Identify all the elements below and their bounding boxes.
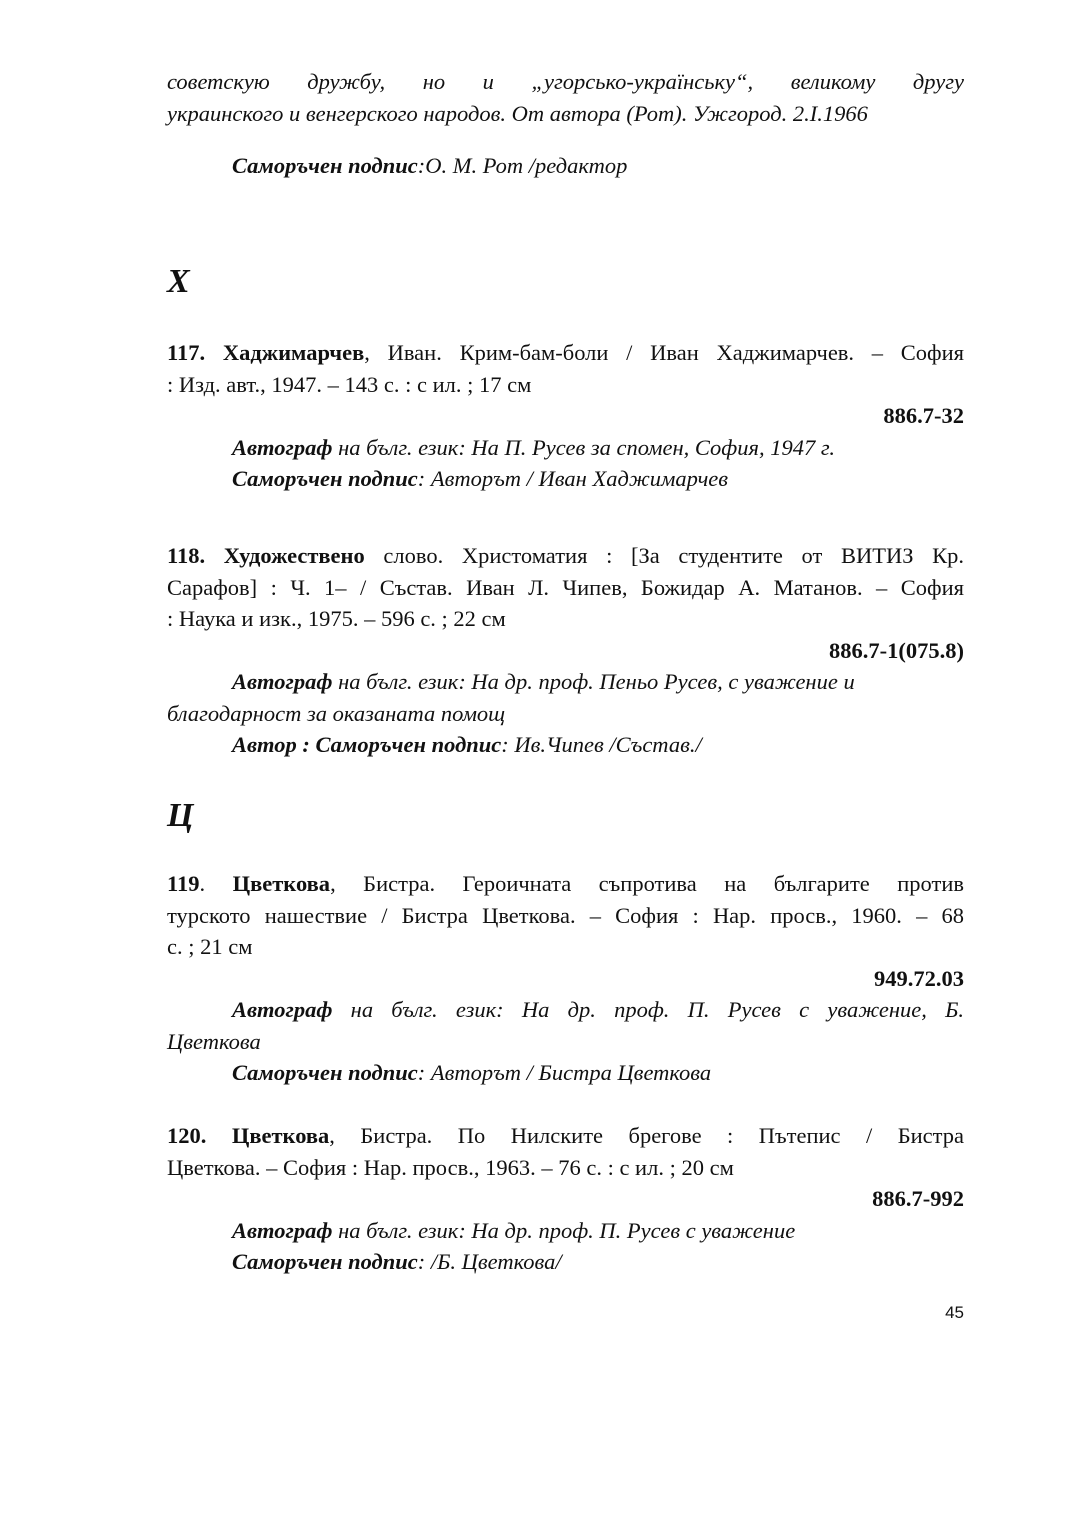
autograph-text-continued: благодарност за оказаната помощ bbox=[167, 700, 506, 726]
udc-code: 886.7-32 bbox=[883, 403, 964, 428]
signature-value: : Авторът / Иван Хаджимарчев bbox=[417, 466, 729, 491]
entry-title-line-2: Сарафов] : Ч. 1– / Състав. Иван Л. Чипев, Божидар А. Матанов. – София bbox=[167, 574, 964, 600]
entry-number: 119 bbox=[167, 871, 200, 896]
signature-label: Саморъчен подпис bbox=[232, 153, 418, 178]
udc-code: 949.72.03 bbox=[874, 965, 964, 991]
entry-title-line: , Иван. Крим-бам-боли / Иван Хаджимарчев. – София bbox=[364, 340, 964, 365]
entry-120 bbox=[167, 1120, 964, 1278]
signature-value: :О. М. Рот /редактор bbox=[417, 153, 628, 178]
signature-value: : /Б. Цветкова/ bbox=[417, 1249, 562, 1274]
autograph-label: Автограф bbox=[232, 997, 333, 1022]
intro-signature bbox=[167, 150, 1029, 182]
page-number: 45 bbox=[945, 1303, 964, 1322]
signature-value: : Ив.Чипев /Състав./ bbox=[501, 732, 702, 757]
entry-author: Хаджимарчев bbox=[222, 340, 365, 365]
entry-118 bbox=[167, 540, 964, 761]
entry-imprint-line-2: с. ; 21 см bbox=[167, 934, 253, 959]
entry-number: 120. bbox=[167, 1123, 207, 1148]
entry-imprint-line: : Изд. авт., 1947. – 143 с. : с ил. ; 17 см bbox=[167, 371, 532, 397]
autograph-label: Автограф bbox=[232, 669, 333, 694]
entry-119: 119. Цветкова, Бистра. Героичната съпротива на българите против турското нашествие / Бистра Цветкова. – София : Нар. просв., 1960. – 68 с. ; 21 см 949.72.03 Автограф на бълг. език: На др. проф. П. Русев с уважение, Б. Цветкова Саморъчен подпис: Авторът / Бистра Цветкова bbox=[167, 871, 964, 1085]
entry-title-line: слово. Христоматия : [За студентите от ВИТИЗ Кр. bbox=[364, 543, 964, 568]
section-heading-ts: Ц bbox=[167, 797, 194, 834]
signature-value: : Авторът / Бистра Цветкова bbox=[417, 1060, 712, 1085]
autograph-text: на бълг. език: На др. проф. П. Русев с уважение bbox=[332, 1217, 796, 1243]
udc-code: 886.7-992 bbox=[872, 1186, 964, 1211]
section-heading-h: Х bbox=[167, 263, 190, 300]
signature-label: Саморъчен подпис bbox=[232, 466, 418, 491]
entry-author: Цветкова bbox=[231, 1123, 330, 1148]
signature-label: Автор : Саморъчен подпис bbox=[232, 732, 502, 757]
intro-line-1: советскую дружбу, но и „угорсько-українську“, великому другу bbox=[167, 69, 964, 94]
entry-imprint-line: турското нашествие / Бистра Цветкова. – София : Нар. просв., 1960. – 68 bbox=[167, 902, 964, 928]
autograph-label: Автограф bbox=[232, 434, 333, 460]
autograph-text: на бълг. език: На др. проф. Пеньо Русев, с уважение и bbox=[332, 669, 855, 694]
entry-title-line: , Бистра. По Нилските брегове : Пътепис / Бистра bbox=[329, 1123, 965, 1148]
entry-author: Художествено bbox=[223, 543, 365, 568]
autograph-label: Автограф bbox=[232, 1217, 333, 1243]
entry-imprint-line: : Наука и изк., 1975. – 596 с. ; 22 см bbox=[167, 606, 506, 631]
intro-block bbox=[167, 66, 964, 129]
entry-number: 118. bbox=[167, 543, 206, 568]
entry-author: Цветкова bbox=[232, 871, 331, 896]
signature-label: Саморъчен подпис bbox=[232, 1249, 418, 1274]
entry-title-line: , Бистра. Героичната съпротива на българите против bbox=[330, 871, 964, 896]
autograph-text: на бълг. език: На др. проф. П. Русев с уважение, Б. bbox=[332, 997, 964, 1022]
signature-label: Саморъчен подпис bbox=[232, 1060, 418, 1085]
entry-number: 117. bbox=[167, 340, 206, 365]
entry-117 bbox=[167, 337, 964, 495]
intro-line-2: украинского и венгерского народов. От автора (Рот). Ужгород. 2.I.1966 bbox=[167, 100, 868, 126]
autograph-text-continued: Цветкова bbox=[167, 1028, 261, 1054]
udc-code: 886.7-1(075.8) bbox=[829, 637, 964, 663]
autograph-text: на бълг. език: На П. Русев за спомен, София, 1947 г. bbox=[332, 434, 835, 460]
entry-imprint-line: Цветкова. – София : Нар. просв., 1963. – 76 с. : с ил. ; 20 см bbox=[167, 1154, 734, 1180]
